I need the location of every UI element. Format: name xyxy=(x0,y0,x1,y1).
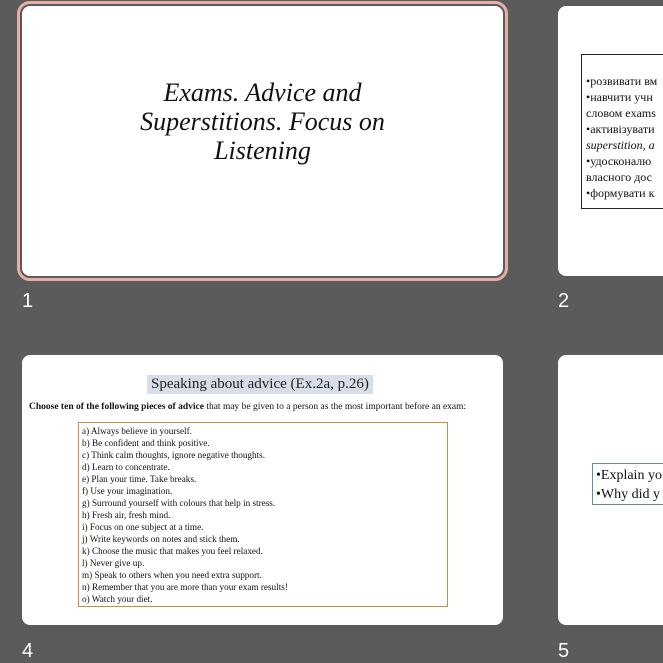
advice-item: o) Watch your diet. xyxy=(82,594,153,604)
advice-item: j) Write keywords on notes and stick them. xyxy=(82,534,240,544)
slide-4-instruction: Choose ten of the following pieces of advice that may be given to a person as the most important before an exam: xyxy=(29,402,467,412)
advice-item: i) Focus on one subject at a time. xyxy=(82,522,204,532)
slide-5-bullet: •Explain yo xyxy=(596,468,662,483)
slide-2-bullet: словом exams xyxy=(586,106,656,120)
slide-5-questions-box xyxy=(592,463,663,505)
slide-2-bullet: •розвивати вм xyxy=(586,74,658,88)
slide-2-bullet: •формувати к xyxy=(586,186,655,200)
slide-2-bullet: власного дос xyxy=(586,170,652,184)
slide-thumbnail-2[interactable] xyxy=(558,6,663,276)
advice-item: k) Choose the music that makes you feel relaxed. xyxy=(82,546,263,556)
advice-item: n) Remember that you are more than your exam results! xyxy=(82,582,288,592)
slide-4-heading: Speaking about advice (Ex.2a, p.26) xyxy=(147,375,373,394)
advice-item: a) Always believe in yourself. xyxy=(82,426,192,436)
slide-thumbnail-4[interactable] xyxy=(22,355,503,625)
slide-2-bullet: •навчити учн xyxy=(586,90,653,104)
advice-item: e) Plan your time. Take breaks. xyxy=(82,474,197,484)
slide-number-2: 2 xyxy=(558,290,570,312)
slide-5-bullet: •Why did y xyxy=(596,487,661,502)
advice-item: l) Never give up. xyxy=(82,558,145,568)
slide-thumbnail-1[interactable] xyxy=(22,6,503,276)
slide-number-4: 4 xyxy=(22,640,34,662)
advice-item: c) Think calm thoughts, ignore negative thoughts. xyxy=(82,450,266,460)
advice-item: b) Be confident and think positive. xyxy=(82,438,210,448)
slide-number-5: 5 xyxy=(558,640,570,662)
advice-item: g) Surround yourself with colours that help in stress. xyxy=(82,498,276,508)
slide-2-objectives-box xyxy=(581,54,663,209)
advice-item: h) Fresh air, fresh mind. xyxy=(82,510,171,520)
advice-item: f) Use your imagination. xyxy=(82,486,173,496)
advice-item: d) Learn to concentrate. xyxy=(82,462,170,472)
slide-number-1: 1 xyxy=(22,290,34,312)
slide-2-bullet: superstition, a xyxy=(586,138,655,152)
slide-2-bullet: •удосконалю xyxy=(586,154,652,168)
advice-item: m) Speak to others when you need extra support. xyxy=(82,570,262,580)
slide-1-title: Exams. Advice and Superstitions. Focus on Listening xyxy=(140,78,385,165)
slide-4-advice-list xyxy=(78,422,448,607)
slide-2-bullet: •активізувати xyxy=(586,122,655,136)
slide-thumbnail-5[interactable] xyxy=(558,355,663,625)
